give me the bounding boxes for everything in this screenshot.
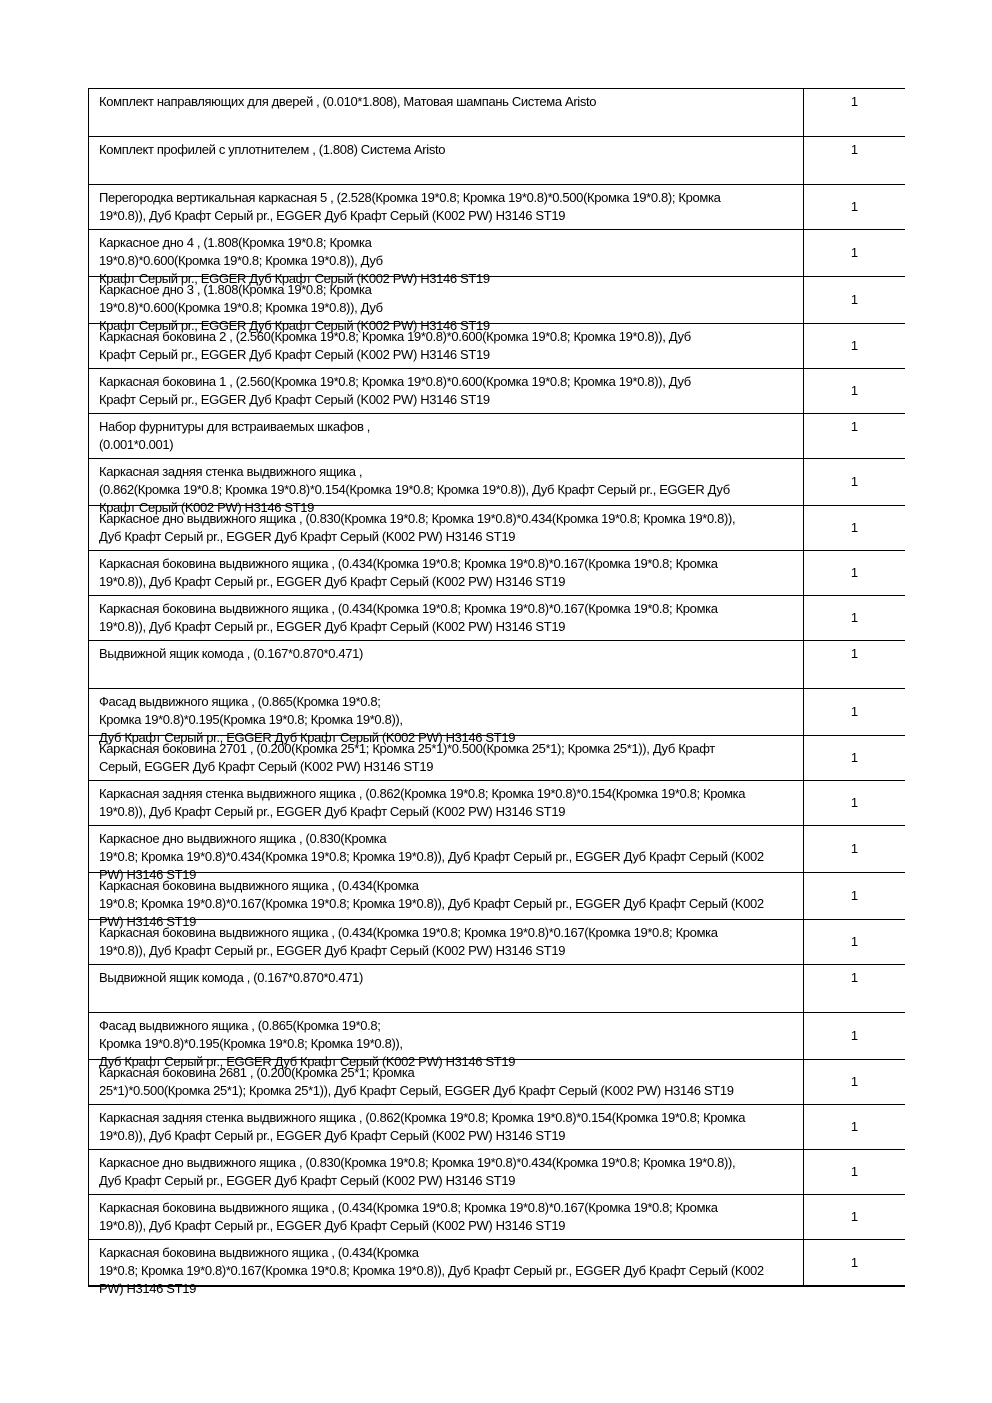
item-description-line: Каркасное дно 4 , (1.808(Кромка 19*0.8; Кромка — [99, 235, 372, 250]
table-row — [89, 185, 905, 230]
item-description-line: 19*0.8)), Дуб Крафт Серый pr., EGGER Дуб Крафт Серый (K002 PW) H3146 ST19 — [99, 1128, 566, 1143]
table-row — [89, 1150, 905, 1195]
item-description — [89, 689, 803, 745]
item-description-line: 19*0.8)), Дуб Крафт Серый pr., EGGER Дуб Крафт Серый (K002 PW) H3146 ST19 — [99, 574, 566, 589]
item-description-line: PW) H3146 ST19 — [99, 1281, 196, 1296]
item-description-line: Каркасная боковина выдвижного ящика , (0.434(Кромка — [99, 878, 419, 893]
item-description-line: 19*0.8; Кромка 19*0.8)*0.167(Кромка 19*0.8; Кромка 19*0.8)), Дуб Крафт Серый pr., EGGER Дуб Крафт Серый (K002 — [99, 896, 764, 911]
item-description-line: Фасад выдвижного ящика , (0.865(Кромка 19*0.8; — [99, 1018, 381, 1033]
item-description — [89, 506, 803, 550]
table-row — [89, 1240, 905, 1296]
item-description-line: Комплект профилей с уплотнителем , (1.808) Система Aristo — [99, 142, 446, 157]
item-description-line: Каркасная боковина выдвижного ящика , (0.434(Кромка 19*0.8; Кромка 19*0.8)*0.167(Кромка 19*0.8; Кромка — [99, 1200, 718, 1215]
table-row — [89, 641, 905, 689]
item-description-line: Каркасное дно выдвижного ящика , (0.830(Кромка — [99, 831, 387, 846]
item-description — [89, 736, 803, 780]
item-description-line: Каркасное дно выдвижного ящика , (0.830(Кромка 19*0.8; Кромка 19*0.8)*0.434(Кромка 19*0.8; Кромка 19*0.8)), — [99, 511, 736, 526]
item-description-line: Крафт Серый pr., EGGER Дуб Крафт Серый (K002 PW) H3146 ST19 — [99, 271, 490, 286]
item-description-line: Каркасная задняя стенка выдвижного ящика , (0.862(Кромка 19*0.8; Кромка 19*0.8)*0.154(Кромка 19*0.8; Кромка — [99, 1110, 746, 1125]
item-description-line: 19*0.8)*0.600(Кромка 19*0.8; Кромка 19*0.8)), Дуб — [99, 253, 383, 268]
item-description-line: Дуб Крафт Серый pr., EGGER Дуб Крафт Серый (K002 PW) H3146 ST19 — [99, 1054, 516, 1069]
item-description — [89, 185, 803, 229]
item-description-line: Крафт Серый pr., EGGER Дуб Крафт Серый (K002 PW) H3146 ST19 — [99, 347, 490, 362]
item-description-line: 19*0.8)), Дуб Крафт Серый pr., EGGER Дуб Крафт Серый (K002 PW) H3146 ST19 — [99, 208, 566, 223]
table-row — [89, 1105, 905, 1150]
table-row — [89, 551, 905, 596]
item-description — [89, 551, 803, 595]
item-quantity: 1 — [803, 781, 905, 825]
item-description-line: Каркасная боковина выдвижного ящика , (0.434(Кромка 19*0.8; Кромка 19*0.8)*0.167(Кромка 19*0.8; Кромка — [99, 601, 718, 616]
item-description — [89, 1060, 803, 1104]
table-row — [89, 781, 905, 826]
item-quantity: 1 — [803, 551, 905, 595]
item-quantity: 1 — [803, 459, 905, 505]
item-description-line: Крафт Серый pr., EGGER Дуб Крафт Серый (K002 PW) H3146 ST19 — [99, 392, 490, 407]
item-description-line: Каркасная боковина выдвижного ящика , (0.434(Кромка — [99, 1245, 419, 1260]
table-row — [89, 873, 905, 929]
table-row — [89, 826, 905, 882]
table-row — [89, 230, 905, 286]
item-quantity: 1 — [803, 1240, 905, 1285]
item-quantity: 1 — [803, 596, 905, 640]
item-description — [89, 89, 803, 136]
item-description-line: Крафт Серый (K002 PW) H3146 ST19 — [99, 500, 315, 515]
item-description-line: (0.001*0.001) — [99, 437, 174, 452]
item-description-line: Каркасная задняя стенка выдвижного ящика , (0.862(Кромка 19*0.8; Кромка 19*0.8)*0.154(Кромка 19*0.8; Кромка — [99, 786, 746, 801]
item-description-line: Комплект направляющих для дверей , (0.010*1.808), Матовая шампань Система Aristo — [99, 94, 597, 109]
item-description — [89, 324, 803, 368]
item-description-line: Каркасное дно 3 , (1.808(Кромка 19*0.8; Кромка — [99, 282, 372, 297]
table-row — [89, 1060, 905, 1105]
item-description-line: Фасад выдвижного ящика , (0.865(Кромка 19*0.8; — [99, 694, 381, 709]
item-description — [89, 873, 803, 929]
table-row — [89, 414, 905, 459]
item-quantity: 1 — [803, 826, 905, 872]
item-quantity: 1 — [803, 277, 905, 323]
item-description-line: Каркасная задняя стенка выдвижного ящика , — [99, 464, 363, 479]
item-description-line: Выдвижной ящик комода , (0.167*0.870*0.471) — [99, 646, 363, 661]
item-description — [89, 965, 803, 1012]
item-description — [89, 414, 803, 458]
table-row — [89, 137, 905, 185]
item-description-line: Крафт Серый pr., EGGER Дуб Крафт Серый (K002 PW) H3146 ST19 — [99, 318, 490, 333]
item-quantity: 1 — [803, 920, 905, 964]
item-description — [89, 1240, 803, 1296]
table-row — [89, 1195, 905, 1240]
item-description-line: 25*1)*0.500(Кромка 25*1); Кромка 25*1)), Дуб Крафт Серый, EGGER Дуб Крафт Серый (K002 PW) H3146 ST19 — [99, 1083, 734, 1098]
item-description-line: Каркасная боковина 1 , (2.560(Кромка 19*0.8; Кромка 19*0.8)*0.600(Кромка 19*0.8; Кромка 19*0.8)), Дуб — [99, 374, 691, 389]
table-row — [89, 324, 905, 369]
item-description-line: 19*0.8)*0.600(Кромка 19*0.8; Кромка 19*0.8)), Дуб — [99, 300, 383, 315]
item-description-line: Каркасная боковина 2 , (2.560(Кромка 19*0.8; Кромка 19*0.8)*0.600(Кромка 19*0.8; Кромка 19*0.8)), Дуб — [99, 329, 691, 344]
item-description-line: Дуб Крафт Серый pr., EGGER Дуб Крафт Серый (K002 PW) H3146 ST19 — [99, 1173, 516, 1188]
item-description-line: Выдвижной ящик комода , (0.167*0.870*0.471) — [99, 970, 363, 985]
item-quantity: 1 — [803, 1105, 905, 1149]
item-quantity: 1 — [803, 736, 905, 780]
item-description-line: (0.862(Кромка 19*0.8; Кромка 19*0.8)*0.154(Кромка 19*0.8; Кромка 19*0.8)), Дуб Крафт Серый pr., EGGER Дуб — [99, 482, 730, 497]
item-description — [89, 137, 803, 184]
item-description — [89, 230, 803, 286]
item-description-line: Кромка 19*0.8)*0.195(Кромка 19*0.8; Кромка 19*0.8)), — [99, 1036, 403, 1051]
item-description-line: Каркасная боковина выдвижного ящика , (0.434(Кромка 19*0.8; Кромка 19*0.8)*0.167(Кромка 19*0.8; Кромка — [99, 925, 718, 940]
item-quantity: 1 — [803, 185, 905, 229]
item-quantity: 1 — [803, 965, 905, 1012]
item-description — [89, 277, 803, 333]
item-quantity: 1 — [803, 369, 905, 413]
item-description-line: Каркасная боковина выдвижного ящика , (0.434(Кромка 19*0.8; Кромка 19*0.8)*0.167(Кромка 19*0.8; Кромка — [99, 556, 718, 571]
table-row — [89, 920, 905, 965]
item-description — [89, 596, 803, 640]
item-description-line: 19*0.8; Кромка 19*0.8)*0.434(Кромка 19*0.8; Кромка 19*0.8)), Дуб Крафт Серый pr., EGGER Дуб Крафт Серый (K002 — [99, 849, 764, 864]
item-description — [89, 826, 803, 882]
item-description-line: Дуб Крафт Серый pr., EGGER Дуб Крафт Серый (K002 PW) H3146 ST19 — [99, 529, 516, 544]
item-description-line: Перегородка вертикальная каркасная 5 , (2.528(Кромка 19*0.8; Кромка 19*0.8)*0.500(Кромка 19*0.8); Кромка — [99, 190, 721, 205]
item-description-line: PW) H3146 ST19 — [99, 914, 196, 929]
item-quantity: 1 — [803, 1013, 905, 1059]
item-description — [89, 1150, 803, 1194]
item-quantity: 1 — [803, 689, 905, 735]
item-quantity: 1 — [803, 324, 905, 368]
item-description-line: 19*0.8)), Дуб Крафт Серый pr., EGGER Дуб Крафт Серый (K002 PW) H3146 ST19 — [99, 804, 566, 819]
item-description-line: PW) H3146 ST19 — [99, 867, 196, 882]
item-description — [89, 781, 803, 825]
item-description-line: Дуб Крафт Серый pr., EGGER Дуб Крафт Серый (K002 PW) H3146 ST19 — [99, 730, 516, 745]
item-description-line: Кромка 19*0.8)*0.195(Кромка 19*0.8; Кромка 19*0.8)), — [99, 712, 403, 727]
item-description-line: 19*0.8)), Дуб Крафт Серый pr., EGGER Дуб Крафт Серый (K002 PW) H3146 ST19 — [99, 619, 566, 634]
item-description-line: 19*0.8)), Дуб Крафт Серый pr., EGGER Дуб Крафт Серый (K002 PW) H3146 ST19 — [99, 943, 566, 958]
table-row — [89, 506, 905, 551]
table-row — [89, 736, 905, 781]
item-description-line: 19*0.8; Кромка 19*0.8)*0.167(Кромка 19*0.8; Кромка 19*0.8)), Дуб Крафт Серый pr., EGGER Дуб Крафт Серый (K002 — [99, 1263, 764, 1278]
table-row — [89, 89, 905, 137]
item-quantity: 1 — [803, 641, 905, 688]
item-quantity: 1 — [803, 506, 905, 550]
item-description — [89, 641, 803, 688]
item-quantity: 1 — [803, 230, 905, 276]
item-description — [89, 1195, 803, 1239]
item-description-line: Набор фурнитуры для встраиваемых шкафов , — [99, 419, 371, 434]
item-quantity: 1 — [803, 89, 905, 136]
item-description-line: Каркасная боковина 2681 , (0.200(Кромка 25*1; Кромка — [99, 1065, 415, 1080]
item-quantity: 1 — [803, 1195, 905, 1239]
item-description-line: Каркасная боковина 2701 , (0.200(Кромка 25*1; Кромка 25*1)*0.500(Кромка 25*1); Кромка 25*1)), Дуб Крафт — [99, 741, 715, 756]
item-quantity: 1 — [803, 414, 905, 458]
item-description — [89, 369, 803, 413]
item-quantity: 1 — [803, 873, 905, 919]
item-description-line: Каркасное дно выдвижного ящика , (0.830(Кромка 19*0.8; Кромка 19*0.8)*0.434(Кромка 19*0.8; Кромка 19*0.8)), — [99, 1155, 736, 1170]
table-row — [89, 596, 905, 641]
item-description — [89, 459, 803, 515]
item-description — [89, 920, 803, 964]
table-row — [89, 689, 905, 745]
item-quantity: 1 — [803, 1150, 905, 1194]
item-quantity: 1 — [803, 1060, 905, 1104]
item-description-line: Серый, EGGER Дуб Крафт Серый (K002 PW) H3146 ST19 — [99, 759, 434, 774]
table-row — [89, 965, 905, 1013]
item-description — [89, 1013, 803, 1069]
item-quantity: 1 — [803, 137, 905, 184]
table-row — [89, 369, 905, 414]
item-description — [89, 1105, 803, 1149]
items-table — [88, 88, 905, 1296]
table-row — [89, 1013, 905, 1069]
item-description-line: 19*0.8)), Дуб Крафт Серый pr., EGGER Дуб Крафт Серый (K002 PW) H3146 ST19 — [99, 1218, 566, 1233]
table-row — [89, 277, 905, 333]
table-row — [89, 459, 905, 515]
